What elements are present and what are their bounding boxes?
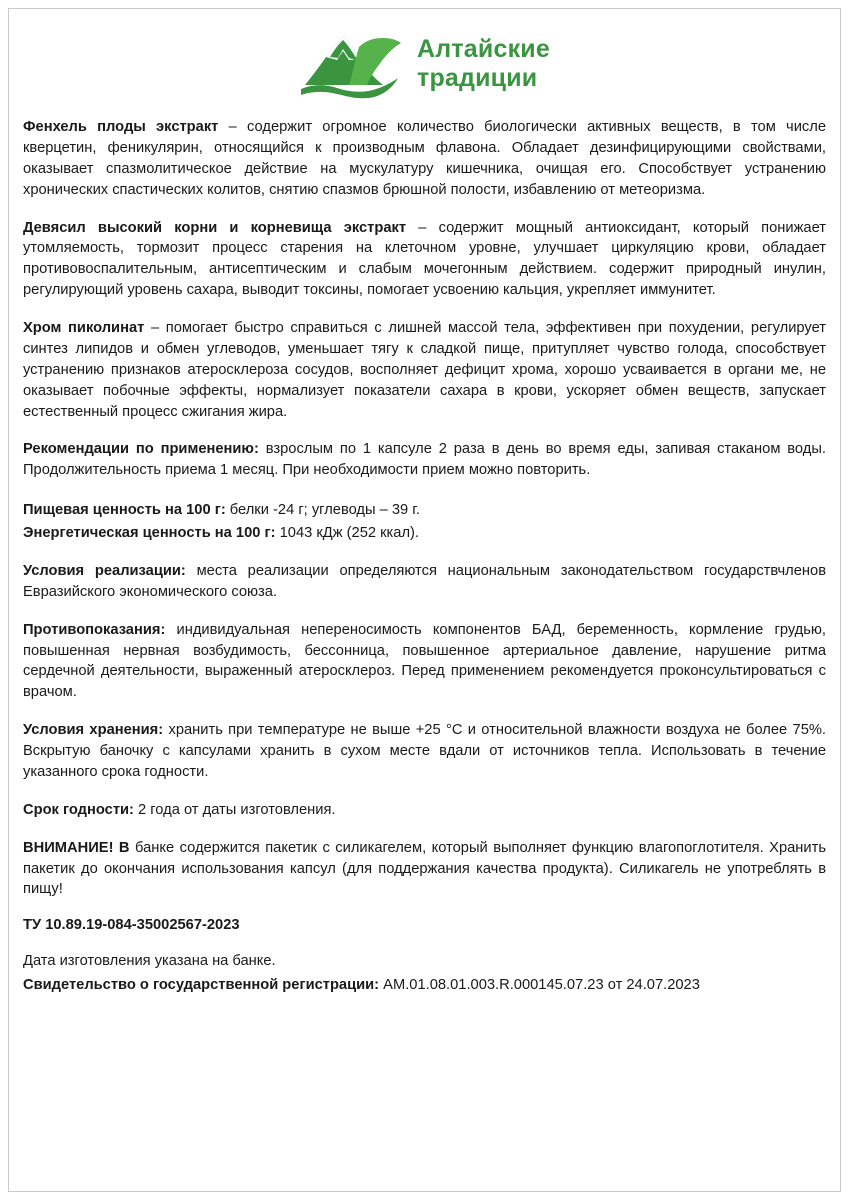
tu-code: ТУ 10.89.19-084-35002567-2023 <box>23 917 240 934</box>
section-recommendations-body: взрослым по 1 капсуле 2 раза в день во время еды, запивая стаканом воды. Продолжительность приема 1 месяц. При необходимости прием можно повторить. <box>23 441 826 479</box>
section-sale-conditions-body: места реализации определяются национальным законодательством государствчленов Евразийского экономического союза. <box>23 562 827 600</box>
brand-name-line2: традиции <box>417 64 538 92</box>
section-sale-conditions <box>23 561 826 603</box>
section-contraindications <box>23 620 826 704</box>
manufacture-date-note: Дата изготовления указана на банке. <box>23 953 276 970</box>
section-energy-body: 1043 кДж (252 ккал). <box>275 525 420 541</box>
section-nutrition-body: белки -24 г; углеводы – 39 г. <box>225 502 420 519</box>
section-fennel-body: – содержит огромное количество биологически активных веществ, в том числе кверцетин, феникулярин, относящийся к производным флавона. Обладает дезинфицирующими свойствами, оказывает спазмолитическое действие на мускулатуру кишечника, очищая его. Способствует устранению хронических спастических колитов, снятию спазмов брюшной полости, избавлению от метеоризма. <box>23 119 826 198</box>
registration-lead: Свидетельство о государственной регистрации: <box>23 977 380 994</box>
section-storage <box>23 720 826 783</box>
section-contraindications-body: индивидуальная непереносимость компонентов БАД, беременность, кормление грудью, повышенная нервная возбудимость, бессонница, повышенное артериальное давление, нарушение ритма сердечной деятельности, выраженный атеросклероз. Перед применением рекомендуется проконсультироваться с врачом. <box>23 621 826 701</box>
section-shelf-life-body: 2 года от даты изготовления. <box>133 801 336 818</box>
section-storage-lead: Условия хранения: <box>23 722 164 739</box>
section-chromium-body: – помогает быстро справиться с лишней массой тела, эффективен при похудении, регулирует синтез липидов и обмен углеводов, уменьшает тягу к сладкой пище, притупляет чувство голода, способствует устранению признаков атеросклероза сосудов, восполняет дефицит хрома, хорошо усваивается в органи ме, не оказывает побочные эффекты, нормализует показатели сахара в крови, ускоряет обмен веществ, запускает естественный процесс сжигания жира. <box>23 320 826 420</box>
section-nutrition-lead: Пищевая ценность на 100 г: <box>23 502 226 519</box>
document-page <box>8 8 841 1192</box>
section-recommendations <box>23 439 826 481</box>
section-energy <box>23 523 826 544</box>
brand-name <box>417 35 550 94</box>
section-elecampane-body: – содержит мощный антиоксидант, который понижает утомляемость, тормозит процесс старения на клеточном уровне, улучшает циркуляцию крови, обладает противовоспалительным, антисептическим и слабым мочегонным действием. содержит природный инулин, регулирующий уровень сахара, выводит токсины, помогает усвоению кальция, укрепляет иммунитет. <box>23 219 827 299</box>
section-chromium <box>23 318 826 422</box>
section-elecampane <box>23 218 826 302</box>
section-attention <box>23 838 826 901</box>
section-shelf-life-lead: Срок годности: <box>23 801 134 818</box>
section-recommendations-lead: Рекомендации по применению: <box>23 441 259 458</box>
section-attention-body: банке содержится пакетик с силикагелем, который выполняет функцию влагопоглотителя. Хранить пакетик до окончания использования капсул (для поддержания качества продукта). Силикагель не употреблять в пищу! <box>23 839 826 898</box>
section-energy-lead: Энергетическая ценность на 100 г: <box>23 525 276 541</box>
section-contraindications-lead: Противопоказания: <box>23 621 166 638</box>
section-nutrition <box>23 500 826 521</box>
section-elecampane-lead: Девясил высокий корни и корневища экстракт <box>23 219 407 236</box>
brand-name-line1: Алтайские <box>417 34 550 63</box>
brand-logo <box>23 21 826 107</box>
section-sale-conditions-lead: Условия реализации: <box>23 562 186 579</box>
section-attention-lead: ВНИМАНИЕ! В <box>23 839 130 856</box>
registration-certificate <box>23 975 826 996</box>
section-storage-body: хранить при температуре не выше +25 °С и относительной влажности воздуха не более 75%. Вскрытую баночку с капсулами хранить в сухом месте вдали от источников тепла. Использовать в течение указанного срока годности. <box>23 722 826 780</box>
section-chromium-lead: Хром пиколинат <box>23 320 145 336</box>
section-shelf-life <box>23 800 826 821</box>
section-fennel-lead: Фенхель плоды экстракт <box>23 119 219 135</box>
section-fennel <box>23 117 826 201</box>
mountain-icon <box>299 27 403 101</box>
registration-number: AM.01.08.01.003.R.000145.07.23 от 24.07.2023 <box>379 977 700 994</box>
